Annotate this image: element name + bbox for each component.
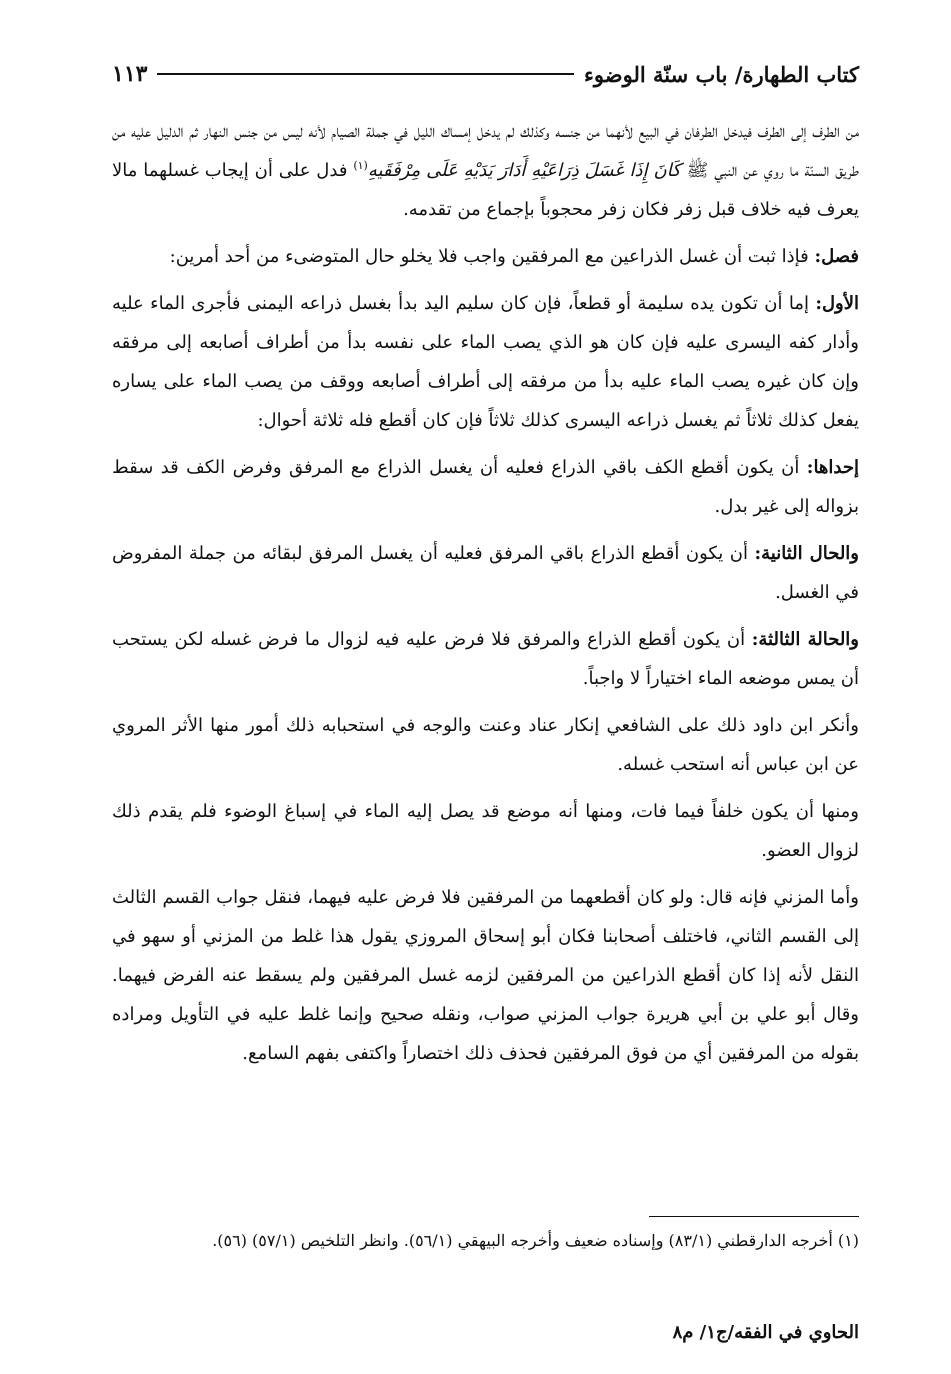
paragraph-text: أن يكون أقطع الذراع والمرفق فلا فرض عليه فيه لزوال ما فرض غسله لكن يستحب أن يمس موضعه الماء اختياراً لا واجباً. <box>112 629 859 689</box>
section-lead: والحالة الثالثة: <box>751 629 859 650</box>
paragraph <box>112 112 859 229</box>
section-lead: والحال الثانية: <box>754 543 859 564</box>
header-rule <box>157 73 574 75</box>
header-title: كتاب الطهارة/ باب سنّة الوضوء <box>584 61 859 87</box>
paragraph <box>112 706 859 784</box>
paragraph-text: أن يكون أقطع الكف باقي الذراع فعليه أن يغسل الذراع مع المرفق وفرض الكف قد سقط بزواله إلى غير بدل. <box>112 457 859 517</box>
footnote <box>112 1226 859 1256</box>
footnote-marker: (١) <box>353 159 368 172</box>
paragraph-text: فدل على أن إيجاب غسلهما مالا يعرف فيه خلاف قبل زفر فكان زفر محجوباً بإجماع من تقدمه. <box>112 160 859 220</box>
paragraph <box>112 534 859 612</box>
paragraph-text: إما أن تكون يده سليمة أو قطعاً، فإن كان سليم اليد بدأ بغسل ذراعه اليمنى فأجرى الماء عليه وأدار كفه اليسرى عليه فإن كان هو الذي يصب الماء على نفسه بدأ من أطراف أصابعه إلى مرفقه وإن كان غيره يصب الماء عليه بدأ من مرفقه إلى أطراف أصابعه ووقف من يصب الماء على يساره يفعل كذلك ثلاثاً ثم يغسل ذراعه اليسرى كذلك ثلاثاً فإن كان أقطع فله ثلاثة أحوال: <box>112 293 859 431</box>
paragraph <box>112 878 859 1073</box>
hadith-quote: كَانَ إِذَا غَسَلَ ذِرَاعَيْهِ أَدَارَ يَدَيْهِ عَلَى مِرْفَقَيهِ <box>367 160 681 181</box>
running-header <box>112 54 859 94</box>
main-text <box>112 112 859 1081</box>
paragraph-text: وأما المزني فإنه قال: ولو كان أقطعهما من المرفقين فلا فرض عليه فيهما، فنقل جواب القسم الثالث إلى القسم الثاني، فاختلف أصحابنا فكان أبو إسحاق المروزي يقول هذا غلط من المزني أو سهو في النقل لأنه إذا كان أقطع الذراعين من المرفقين لزمه غسل المرفقين ولم يسقط عنه الفرض فيهما. وقال أبو علي بن أبي هريرة جواب المزني صواب، ونقله صحيح وإنما غلط عليه في التأويل ومراده بقوله من المرفقين أي من فوق المرفقين فحذف ذلك اختصاراً واكتفى بفهم السامع. <box>112 887 859 1064</box>
footnote-text: (١) أخرجه الدارقطني (٨٣/١) وإسناده ضعيف وأخرجه البيهقي (٥٦/١). وانظر التلخيص (٥٧/١) (٥٦). <box>212 1231 859 1250</box>
paragraph <box>112 284 859 440</box>
paragraph-text: فإذا ثبت أن غسل الذراعين مع المرفقين واجب فلا يخلو حال المتوضىء من أحد أمرين: <box>169 246 809 267</box>
section-lead: إحداها: <box>806 457 859 478</box>
paragraph-text: ومنها أن يكون خلفاً فيما فات، ومنها أنه موضع قد يصل إليه الماء في إسباغ الوضوء فلم يقدم ذلك لزوال العضو. <box>112 801 859 861</box>
paragraph-text: وأنكر ابن داود ذلك على الشافعي إنكار عناد وعنت والوجه في استحبابه ذلك أمور منها الأثر المروي عن ابن عباس أنه استحب غسله. <box>112 715 859 775</box>
paragraph <box>112 237 859 276</box>
paragraph-text: أن يكون أقطع الذراع باقي المرفق فعليه أن يغسل المرفق لبقائه من جملة المفروض في الغسل. <box>112 543 859 603</box>
paragraph <box>112 448 859 526</box>
section-lead: الأول: <box>815 293 859 314</box>
paragraph-text: من الطرف إلى الطرف فيدخل الطرفان في البيع لأنهما من جنسه وكذلك لم يدخل إمساك الليل في جملة الصيام لأنه ليس من جنس النهار ثم الدليل عليه من طريق السنّة ما روي عن النبي ﷺ <box>112 121 860 181</box>
section-lead: فصل: <box>814 246 859 267</box>
page-number: ١١٣ <box>112 61 148 87</box>
paragraph <box>112 620 859 698</box>
paragraph <box>112 792 859 870</box>
footnote-rule <box>649 1216 859 1217</box>
page-footer: الحاوي في الفقه/ج١/ م٨ <box>672 1322 859 1343</box>
